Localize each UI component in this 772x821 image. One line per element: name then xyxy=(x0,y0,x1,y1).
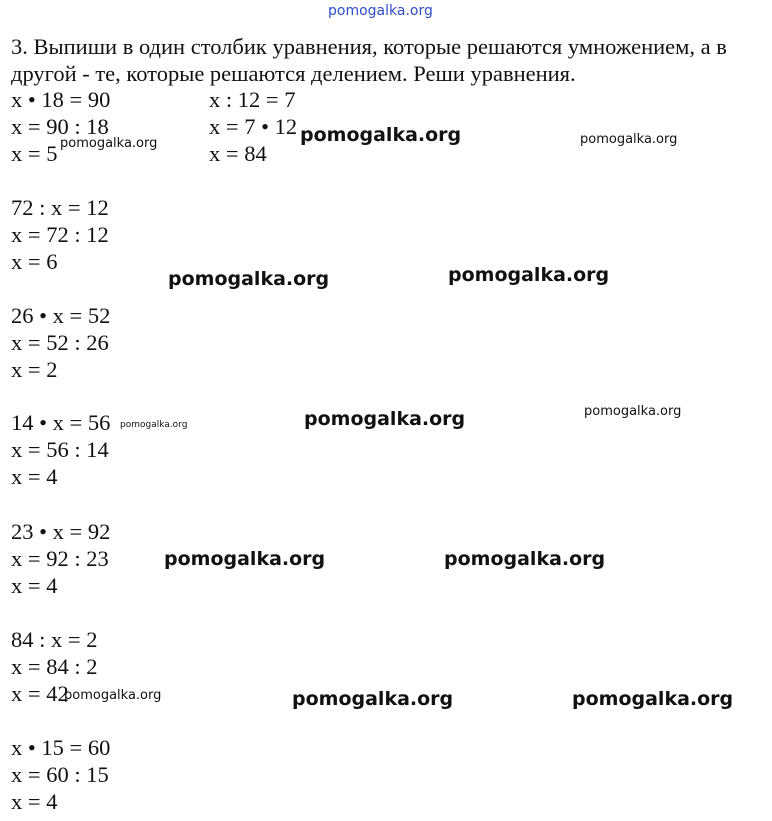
watermark: pomogalka.org xyxy=(448,264,610,286)
eq6-equation: 23 • x = 92 xyxy=(11,519,111,544)
eq4-equation: 26 • x = 52 xyxy=(11,303,111,328)
watermark: pomogalka.org xyxy=(60,136,158,151)
eq2-step: x = 7 • 12 xyxy=(209,114,298,139)
eq6-answer: x = 4 xyxy=(11,573,58,598)
watermark: pomogalka.org xyxy=(164,548,326,570)
eq7-answer: x = 42 xyxy=(11,681,69,706)
eq1-answer: x = 5 xyxy=(11,141,58,166)
eq4-step: x = 52 : 26 xyxy=(11,330,109,355)
eq1-step: x = 90 : 18 xyxy=(11,114,109,139)
watermark: pomogalka.org xyxy=(444,548,606,570)
watermark: pomogalka.org xyxy=(120,420,188,430)
watermark: pomogalka.org xyxy=(300,124,462,146)
eq4-answer: x = 2 xyxy=(11,357,58,382)
task-line-2: другой - те, которые решаются делением. Реши уравнения. xyxy=(11,61,576,86)
eq7-equation: 84 : x = 2 xyxy=(11,627,98,652)
eq7-step: x = 84 : 2 xyxy=(11,654,98,679)
eq1-equation: x • 18 = 90 xyxy=(11,87,111,112)
eq2-answer: x = 84 xyxy=(209,141,267,166)
watermark: pomogalka.org xyxy=(304,408,466,430)
watermark: pomogalka.org xyxy=(584,404,682,419)
task-line-1: 3. Выпиши в один столбик уравнения, которые решаются умножением, а в xyxy=(11,34,727,59)
watermark: pomogalka.org xyxy=(580,132,678,147)
watermark: pomogalka.org xyxy=(64,688,162,703)
eq5-equation: 14 • x = 56 xyxy=(11,410,111,435)
eq8-equation: x • 15 = 60 xyxy=(11,735,111,760)
eq5-answer: x = 4 xyxy=(11,464,58,489)
eq5-step: x = 56 : 14 xyxy=(11,437,109,462)
eq3-step: x = 72 : 12 xyxy=(11,222,109,247)
eq8-step: x = 60 : 15 xyxy=(11,762,109,787)
eq2-equation: x : 12 = 7 xyxy=(209,87,296,112)
eq3-answer: x = 6 xyxy=(11,249,58,274)
eq8-answer: x = 4 xyxy=(11,789,58,814)
watermark: pomogalka.org xyxy=(572,688,734,710)
eq3-equation: 72 : x = 12 xyxy=(11,195,109,220)
watermark-top: pomogalka.org xyxy=(328,3,433,19)
eq6-step: x = 92 : 23 xyxy=(11,546,109,571)
watermark: pomogalka.org xyxy=(168,268,330,290)
watermark: pomogalka.org xyxy=(292,688,454,710)
